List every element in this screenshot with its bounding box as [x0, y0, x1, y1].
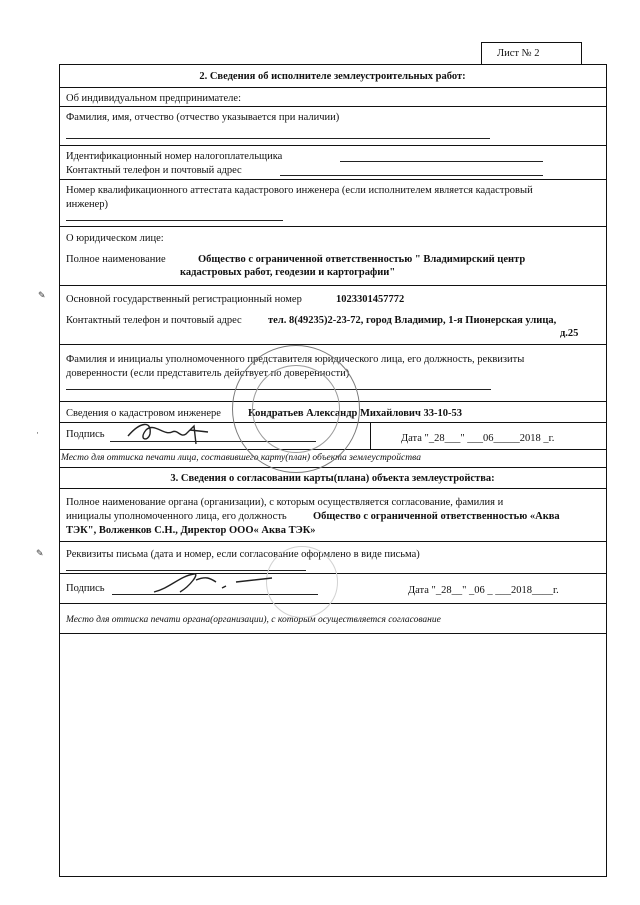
org-value-line2: ТЭК", Волженков С.Н., Директор ООО« Аква ТЭК»	[66, 525, 316, 536]
row-divider	[59, 285, 607, 286]
row-divider	[59, 145, 607, 146]
section2-title: 2. Сведения об исполнителе землеустроительных работ:	[199, 71, 466, 82]
org-label-line2: инициалы уполномоченного лица, его должность	[66, 511, 287, 522]
attestat-label-line2: инженер)	[66, 199, 109, 210]
row-divider	[59, 467, 607, 468]
row-divider	[59, 344, 607, 345]
engineer-value: Кондратьев Александр Михайлович 33-10-53	[248, 408, 462, 419]
row-divider	[59, 87, 607, 88]
row-divider	[59, 541, 607, 542]
contact-label: Контактный телефон и почтовый адрес	[66, 165, 242, 176]
stamp-note-2: Место для оттиска печати органа(организации), с которым осуществляется согласование	[66, 615, 441, 625]
signature-mark	[120, 414, 220, 448]
scan-speck: ·	[36, 428, 39, 438]
attestat-label-line1: Номер квалификационного аттестата кадастрового инженера (если исполнителем является кадастровый	[66, 185, 533, 196]
row-divider	[59, 603, 607, 604]
rep-label-line1: Фамилия и инициалы уполномоченного представителя юридического лица, его должность, реквизиты	[66, 354, 525, 365]
round-seal-inner	[252, 365, 340, 453]
scan-speck: ✎	[36, 548, 44, 558]
row-divider	[59, 633, 607, 634]
row-divider	[59, 488, 607, 489]
legal-contact-value-line2: д.25	[560, 328, 579, 339]
scan-speck: ✎	[38, 290, 46, 300]
ogrn-value: 1023301457772	[336, 294, 405, 305]
fullname-value-line1: Общество с ограниченной ответственностью " Владимирский центр	[198, 254, 526, 265]
row-divider	[59, 226, 607, 227]
engineer-label: Сведения о кадастровом инженере	[66, 408, 221, 419]
fio-label: Фамилия, имя, отчество (отчество указывается при наличии)	[66, 112, 340, 123]
frame-bottom	[59, 876, 607, 877]
row-divider	[59, 179, 607, 180]
fullname-label: Полное наименование	[66, 254, 166, 265]
date-label: Дата "_28___" ___06_____2018 _г.	[401, 433, 555, 444]
contact-field	[280, 175, 543, 176]
legal-contact-label: Контактный телефон и почтовый адрес	[66, 315, 242, 326]
cell-divider	[370, 422, 371, 449]
org-value-line1: Общество с ограниченной ответственностью «Аква	[313, 511, 560, 522]
fullname-value-line2: кадастровых работ, геодезии и картографии"	[180, 267, 396, 278]
frame-left	[59, 64, 60, 877]
fio-field	[66, 138, 490, 139]
row-divider	[59, 106, 607, 107]
legal-label: О юридическом лице:	[66, 233, 164, 244]
stamp-note: Место для оттиска печати лица, составившего карту(план) объекта землеустройства	[61, 453, 421, 463]
org-label-line1: Полное наименование органа (организации), с которым осуществляется согласование, фамилия и	[66, 497, 504, 508]
signature-label: Подпись	[66, 429, 105, 440]
legal-contact-value-line1: тел. 8(49235)2-23-72, город Владимир, 1-я Пионерская улица,	[268, 315, 557, 326]
inn-field	[340, 161, 543, 162]
frame-right	[606, 64, 607, 877]
date-label-2: Дата "_28__" _06 _ ___2018____г.	[408, 585, 559, 596]
rep-label-line2: доверенности (если представитель действует по доверенности)	[66, 368, 350, 379]
signature-label-2: Подпись	[66, 583, 105, 594]
attestat-field	[66, 220, 283, 221]
sheet-number: Лист № 2	[497, 48, 540, 59]
section3-title: 3. Сведения о согласовании карты(плана) объекта землеустройства:	[170, 473, 495, 484]
ogrn-label: Основной государственный регистрационный номер	[66, 294, 302, 305]
letter-label: Реквизиты письма (дата и номер, если согласование оформлено в виде письма)	[66, 549, 420, 560]
individual-label: Об индивидуальном предпринимателе:	[66, 93, 241, 104]
frame-top	[59, 64, 607, 65]
signature-mark-2	[150, 570, 280, 596]
inn-label: Идентификационный номер налогоплательщика	[66, 151, 283, 162]
